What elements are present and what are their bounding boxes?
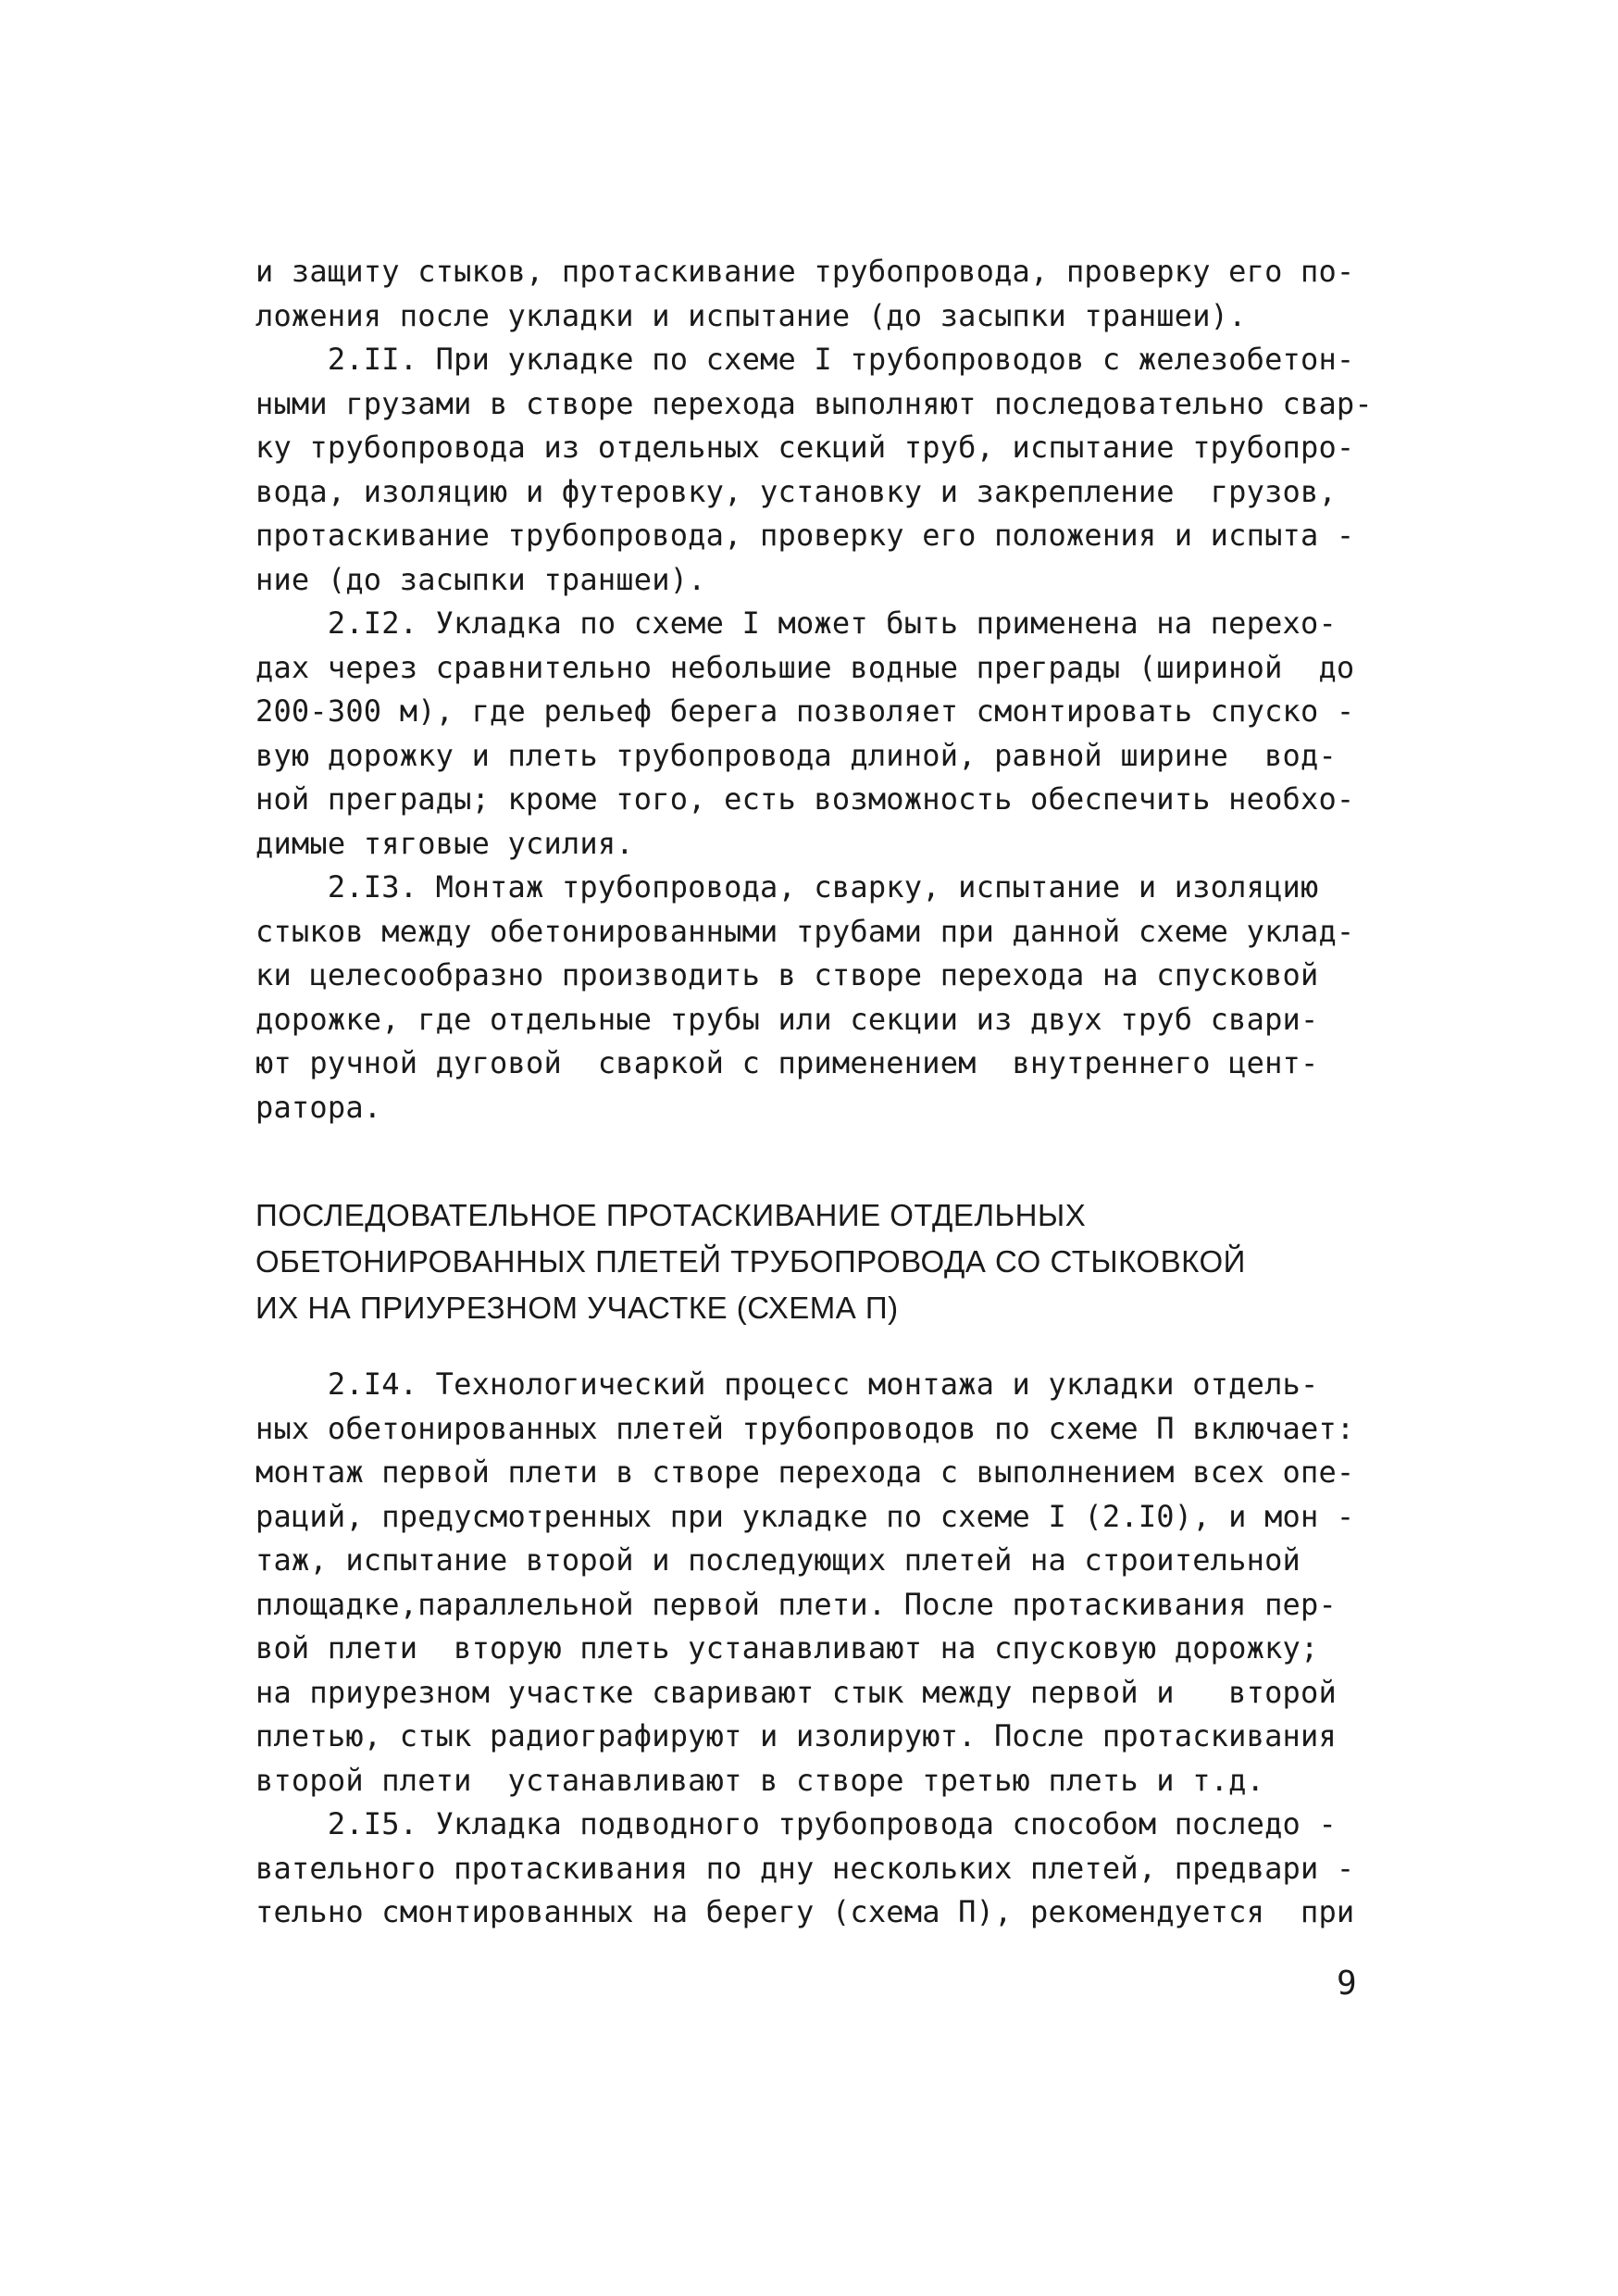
text-line: димые тяговые усилия. <box>255 825 634 861</box>
text-line: ной преграды; кроме того, есть возможность обеспечить необхо- <box>255 781 1355 817</box>
text-line: ными грузами в створе перехода выполняют последовательно свар- <box>255 385 1373 421</box>
text-line: на приурезном участке сваривают стык между первой и второй <box>255 1674 1337 1710</box>
body-text-bottom <box>255 1363 1366 1935</box>
text-line: второй плети устанавливают в створе третью плеть и т.д. <box>255 1762 1265 1798</box>
text-line: 2.I4. Технологический процесс монтажа и укладки отдель- <box>255 1366 1319 1402</box>
text-line: площадке,параллельной первой плети. После протаскивания пер- <box>255 1586 1337 1622</box>
text-line: ратора. <box>255 1089 382 1125</box>
text-line: дорожке, где отдельные трубы или секции из двух труб свари- <box>255 1001 1319 1037</box>
text-line: ложения после укладки и испытание (до засыпки траншеи). <box>255 297 1247 333</box>
text-line: 2.I2. Укладка по схеме I может быть применена на перехо- <box>255 605 1337 641</box>
text-line: ки целесообразно производить в створе перехода на спусковой <box>255 957 1319 992</box>
text-line: тельно смонтированных на берегу (схема П), рекомендуется при <box>255 1894 1355 1929</box>
text-line: 2.II. При укладке по схеме I трубопроводов с железобетон- <box>255 342 1355 377</box>
text-line: монтаж первой плети в створе перехода с выполнением всех опе- <box>255 1454 1355 1490</box>
text-line: вода, изоляцию и футеровку, установку и закрепление грузов, <box>255 473 1337 509</box>
text-line: ют ручной дуговой сваркой с применением внутреннего цент- <box>255 1045 1319 1080</box>
text-line: ку трубопровода из отдельных секций труб, испытание трубопро- <box>255 430 1355 465</box>
text-line: ОБЕТОНИРОВАННЫХ ПЛЕТЕЙ ТРУБОПРОВОДА СО СТЫКОВКОЙ <box>255 1244 1246 1279</box>
text-line: ных обетонированных плетей трубопроводов по схеме П включает: <box>255 1410 1355 1446</box>
text-line: 2.I5. Укладка подводного трубопровода способом последо - <box>255 1806 1337 1841</box>
text-line: стыков между обетонированными трубами при данной схеме уклад- <box>255 913 1355 949</box>
text-line: дах через сравнительно небольшие водные преграды (шириной до <box>255 649 1355 685</box>
text-line: вой плети вторую плеть устанавливают на спусковую дорожку; <box>255 1630 1319 1666</box>
text-line: таж, испытание второй и последующих плетей на строительной <box>255 1542 1301 1578</box>
text-line: плетью, стык радиографируют и изолируют. После протаскивания <box>255 1718 1337 1753</box>
text-line: ние (до засыпки траншеи). <box>255 561 706 597</box>
section-heading <box>255 1192 1366 1331</box>
body-text-top <box>255 250 1373 1129</box>
text-line: ПОСЛЕДОВАТЕЛЬНОЕ ПРОТАСКИВАНИЕ ОТДЕЛЬНЫХ <box>255 1198 1087 1232</box>
text-line: 2.I3. Монтаж трубопровода, сварку, испытание и изоляцию <box>255 869 1319 905</box>
text-line: 200-300 м), где рельеф берега позволяет смонтировать спуско - <box>255 693 1355 729</box>
text-line: и защиту стыков, протаскивание трубопровода, проверку его по- <box>255 254 1355 289</box>
text-line: раций, предусмотренных при укладке по схеме I (2.I0), и мон - <box>255 1498 1355 1534</box>
text-line: вательного протаскивания по дну нескольких плетей, предвари - <box>255 1850 1355 1886</box>
text-line: вую дорожку и плеть трубопровода длиной, равной ширине вод- <box>255 737 1337 773</box>
text-line: протаскивание трубопровода, проверку его положения и испыта - <box>255 518 1355 553</box>
page-number: 9 <box>1337 1965 1357 2003</box>
text-line: ИХ НА ПРИУРЕЗНОМ УЧАСТКЕ (СХЕМА П) <box>255 1291 899 1325</box>
